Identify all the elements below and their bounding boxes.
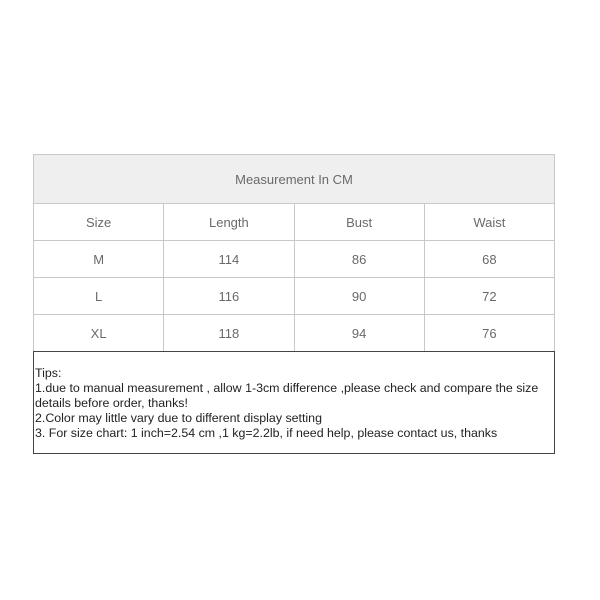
cell-bust: 94 (294, 315, 424, 352)
tip-color: 2.Color may little vary due to different display setting (35, 411, 322, 425)
cell-size: XL (34, 315, 164, 352)
cell-size: L (34, 278, 164, 315)
cell-waist: 76 (424, 315, 554, 352)
cell-length: 118 (164, 315, 294, 352)
table-title: Measurement In CM (34, 155, 555, 204)
cell-length: 116 (164, 278, 294, 315)
cell-length: 114 (164, 241, 294, 278)
tips-heading: Tips: (35, 366, 62, 380)
table-title-row (34, 155, 555, 204)
measurement-table (33, 154, 555, 352)
cell-size: M (34, 241, 164, 278)
table-row (34, 241, 555, 278)
cell-waist: 68 (424, 241, 554, 278)
header-size: Size (34, 204, 164, 241)
cell-bust: 86 (294, 241, 424, 278)
tips-box (33, 351, 555, 454)
cell-bust: 90 (294, 278, 424, 315)
table-header-row (34, 204, 555, 241)
size-chart (33, 154, 555, 352)
header-bust: Bust (294, 204, 424, 241)
tip-size-chart: 3. For size chart: 1 inch=2.54 cm ,1 kg=2.2lb, if need help, please contact us, thanks (35, 426, 498, 440)
cell-waist: 72 (424, 278, 554, 315)
header-length: Length (164, 204, 294, 241)
table-row (34, 278, 555, 315)
tip-measurement: 1.due to manual measurement , allow 1-3cm difference ,please check and compare the size details before order, thanks! (35, 381, 539, 410)
header-waist: Waist (424, 204, 554, 241)
table-row (34, 315, 555, 352)
